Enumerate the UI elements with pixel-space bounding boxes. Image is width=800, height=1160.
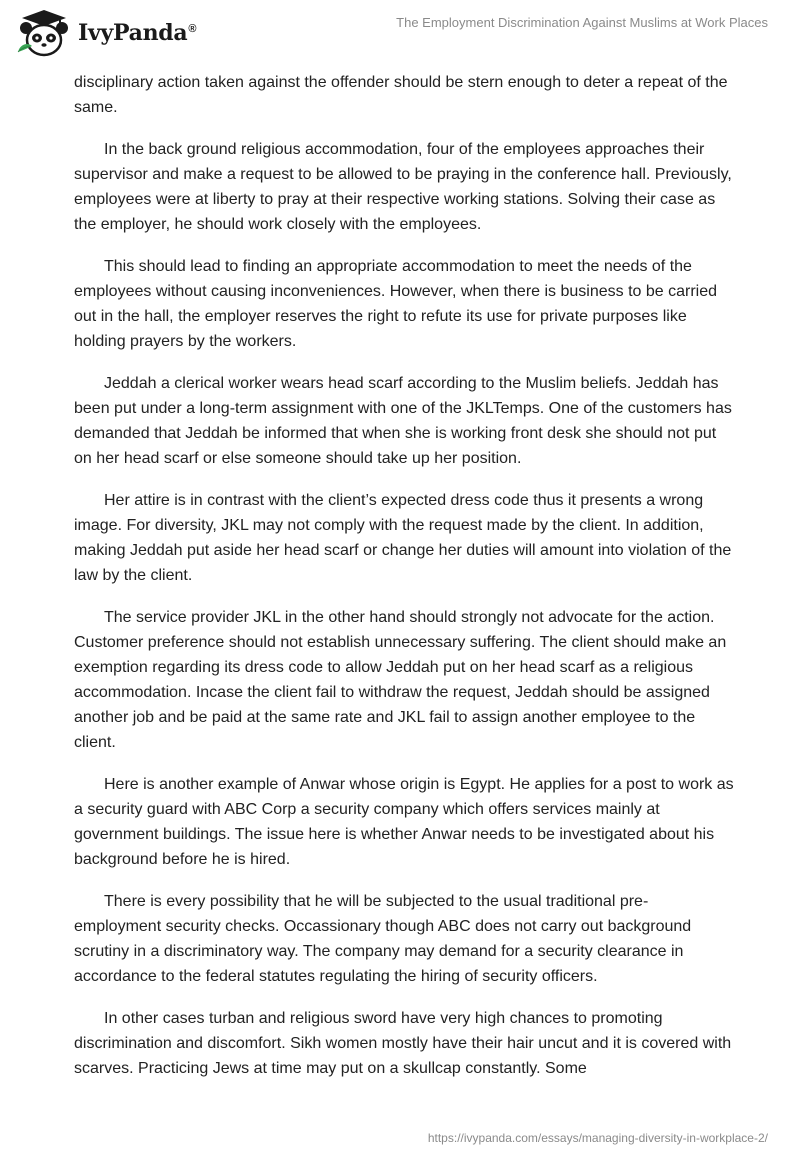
paragraph: There is every possibility that he will be subjected to the usual traditional pre-employment security checks. Occassionary though ABC does not carry out background scrutiny in a discriminatory way. The company may demand for a security clearance in accordance to the federal statutes regulating the hiring of security officers.	[74, 893, 692, 985]
paragraph: In other cases turban and religious sword have very high chances to promoting discrimination and discomfort. Sikh women mostly have their hair uncut and it is covered with scarves. Practicing Jews at time may put on a skullcap constantly. Some	[74, 1010, 732, 1077]
essay-body	[74, 70, 734, 1098]
paragraph: In the back ground religious accommodation, four of the employees approaches their supervisor and make a request to be allowed to be praying in the conference hall. Previously, employees were at liberty to pray at their respective working stations. Solving their case as the employer, he should work closely with the employees.	[74, 141, 732, 233]
logo[interactable]	[14, 8, 196, 58]
document-title: The Employment Discrimination Against Muslims at Work Places	[396, 15, 768, 30]
paragraph: The service provider JKL in the other hand should strongly not advocate for the action. Customer preference should not establish unnecessary suffering. The client should make an exemption regarding its dress code to allow Jeddah put on her head scarf as a religious accommodation. Incase the client fail to withdraw the request, Jeddah should be assigned another job and be paid at the same rate and JKL fail to assign another employee to the client.	[74, 609, 727, 751]
paragraph: disciplinary action taken against the offender should be stern enough to deter a repeat of the same.	[74, 74, 728, 116]
paragraph: Her attire is in contrast with the client’s expected dress code thus it presents a wrong image. For diversity, JKL may not comply with the request made by the client. In addition, making Jeddah put aside her head scarf or change her duties will amount into violation of the law by the client.	[74, 492, 732, 584]
paragraph: Here is another example of Anwar whose origin is Egypt. He applies for a post to work as a security guard with ABC Corp a security company which offers services mainly at government buildings. The issue here is whether Anwar needs to be investigated about his background before he is hired.	[74, 776, 734, 868]
logo-text: IvyPanda®	[78, 20, 197, 46]
page-header	[0, 0, 800, 70]
panda-graduation-cap-icon	[14, 8, 72, 58]
registered-mark: ®	[188, 22, 197, 35]
paragraph: Jeddah a clerical worker wears head scarf according to the Muslim beliefs. Jeddah has been put under a long-term assignment with one of the JKLTemps. One of the customers has demanded that Jeddah be informed that when she is working front desk she should not put on her head scarf or else someone should take up her position.	[74, 375, 732, 467]
source-url[interactable]: https://ivypanda.com/essays/managing-diversity-in-workplace-2/	[427, 1131, 768, 1145]
paragraph: This should lead to finding an appropriate accommodation to meet the needs of the employees without causing inconveniences. However, when there is business to be carried out in the hall, the employer reserves the right to refute its use for private purposes like holding prayers by the workers.	[74, 258, 718, 350]
